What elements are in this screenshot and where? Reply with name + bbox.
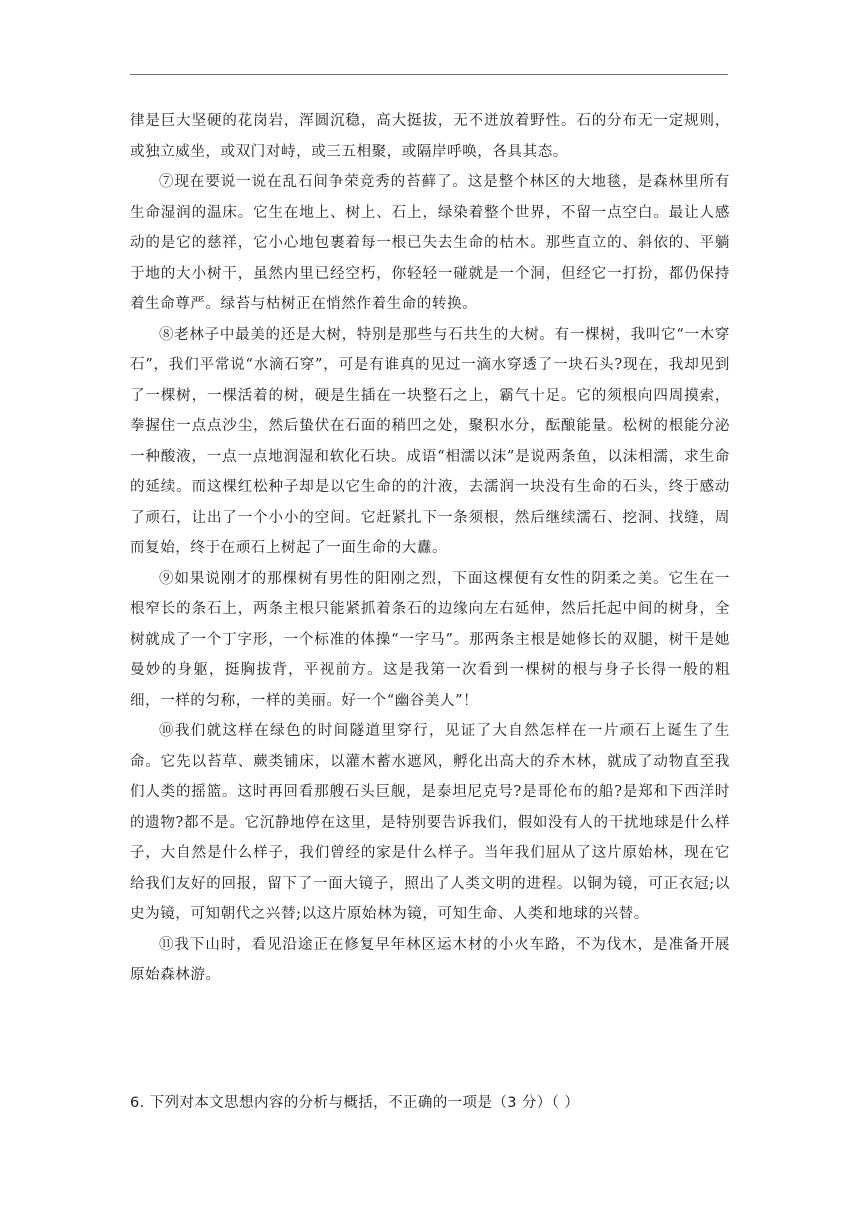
paragraph-9: ⑨如果说刚才的那棵树有男性的阳刚之烈，下面这棵便有女性的阴柔之美。它生在一根窄长的条石上，两条主根只能紧抓着条石的边缘向左右延伸，然后托起中间的树身，全树就成了一个丁字形，一个标准的体操“一字马”。那两条主根是她修长的双腿，树干是她曼妙的身躯，挺胸拔背，平视前方。这是我第一次看到一棵树的根与身子长得一般的粗细，一样的匀称，一样的美丽。好一个“幽谷美人”！ (130, 570, 730, 709)
article-body (130, 106, 730, 991)
paragraph-7: ⑦现在要说一说在乱石间争荣竞秀的苔藓了。这是整个林区的大地毯，是森林里所有生命湿润的温床。它生在地上、树上、石上，绿染着整个世界，不留一点空白。最让人感动的是它的慈祥，它小心地包裹着每一根已失去生命的枯木。那些直立的、斜依的、平躺于地的大小树干，虽然内里已经空朽，你轻轻一碰就是一个洞，但经它一打扮，都仍保持着生命尊严。绿苔与枯树正在悄然作着生命的转换。 (130, 174, 730, 312)
paragraph-11: ⑪我下山时，看见沿途正在修复早年林区运木材的小火车路，不为伐木，是准备开展原始森林游。 (130, 936, 730, 983)
question-6: 6. 下列对本文思想内容的分析与概括，不正确的一项是（3 分）（ ） (130, 1095, 580, 1111)
paragraph-10: ⑩我们就这样在绿色的时间隧道里穿行，见证了大自然怎样在一片顽石上诞生了生命。它先以苔草、蕨类铺床，以灌木蓄水遮风，孵化出高大的乔木林，就成了动物直至我们人类的摇篮。这时再回看那艘石头巨舰，是泰坦尼克号?是哥伦布的船?是郑和下西洋时的遗物?都不是。它沉静地停在这里，是特别要告诉我们，假如没有人的干扰地球是什么样子，大自然是什么样子，我们曾经的家是什么样子。当年我们屈从了这片原始林，现在它给我们友好的回报，留下了一面大镜子，照出了人类文明的进程。以铜为镜，可正衣冠;以史为镜，可知朝代之兴替;以这片原始林为镜，可知生命、人类和地球的兴替。 (130, 723, 730, 922)
header-rule (130, 74, 728, 75)
paragraph-8: ⑧老林子中最美的还是大树，特别是那些与石共生的大树。有一棵树，我叫它“一木穿石”，我们平常说“水滴石穿”，可是有谁真的见过一滴水穿透了一块石头?现在，我却见到了一棵树，一棵活着的树，硬是生插在一块整石之上，霸气十足。它的须根向四周摸索，拳握住一点点沙尘，然后蛰伏在石面的稍凹之处，聚积水分，酝酿能量。松树的根能分泌一种酸液，一点一点地润湿和软化石块。成语“相濡以沫”是说两条鱼，以沫相濡，求生命的延续。而这棵红松种子却是以它生命的的汁液，去濡润一块没有生命的石头，终于感动了顽石，让出了一个小小的空间。它赶紧扎下一条须根，然后继续濡石、挖洞、找缝，周而复始，终于在顽石上树起了一面生命的大纛。 (130, 326, 730, 556)
paragraph-continued: 律是巨大坚硬的花岗岩，浑圆沉稳，高大挺拔，无不迸放着野性。石的分布无一定规则，或独立威坐，或双门对峙，或三五相聚，或隔岸呼唤，各具其态。 (130, 113, 730, 160)
